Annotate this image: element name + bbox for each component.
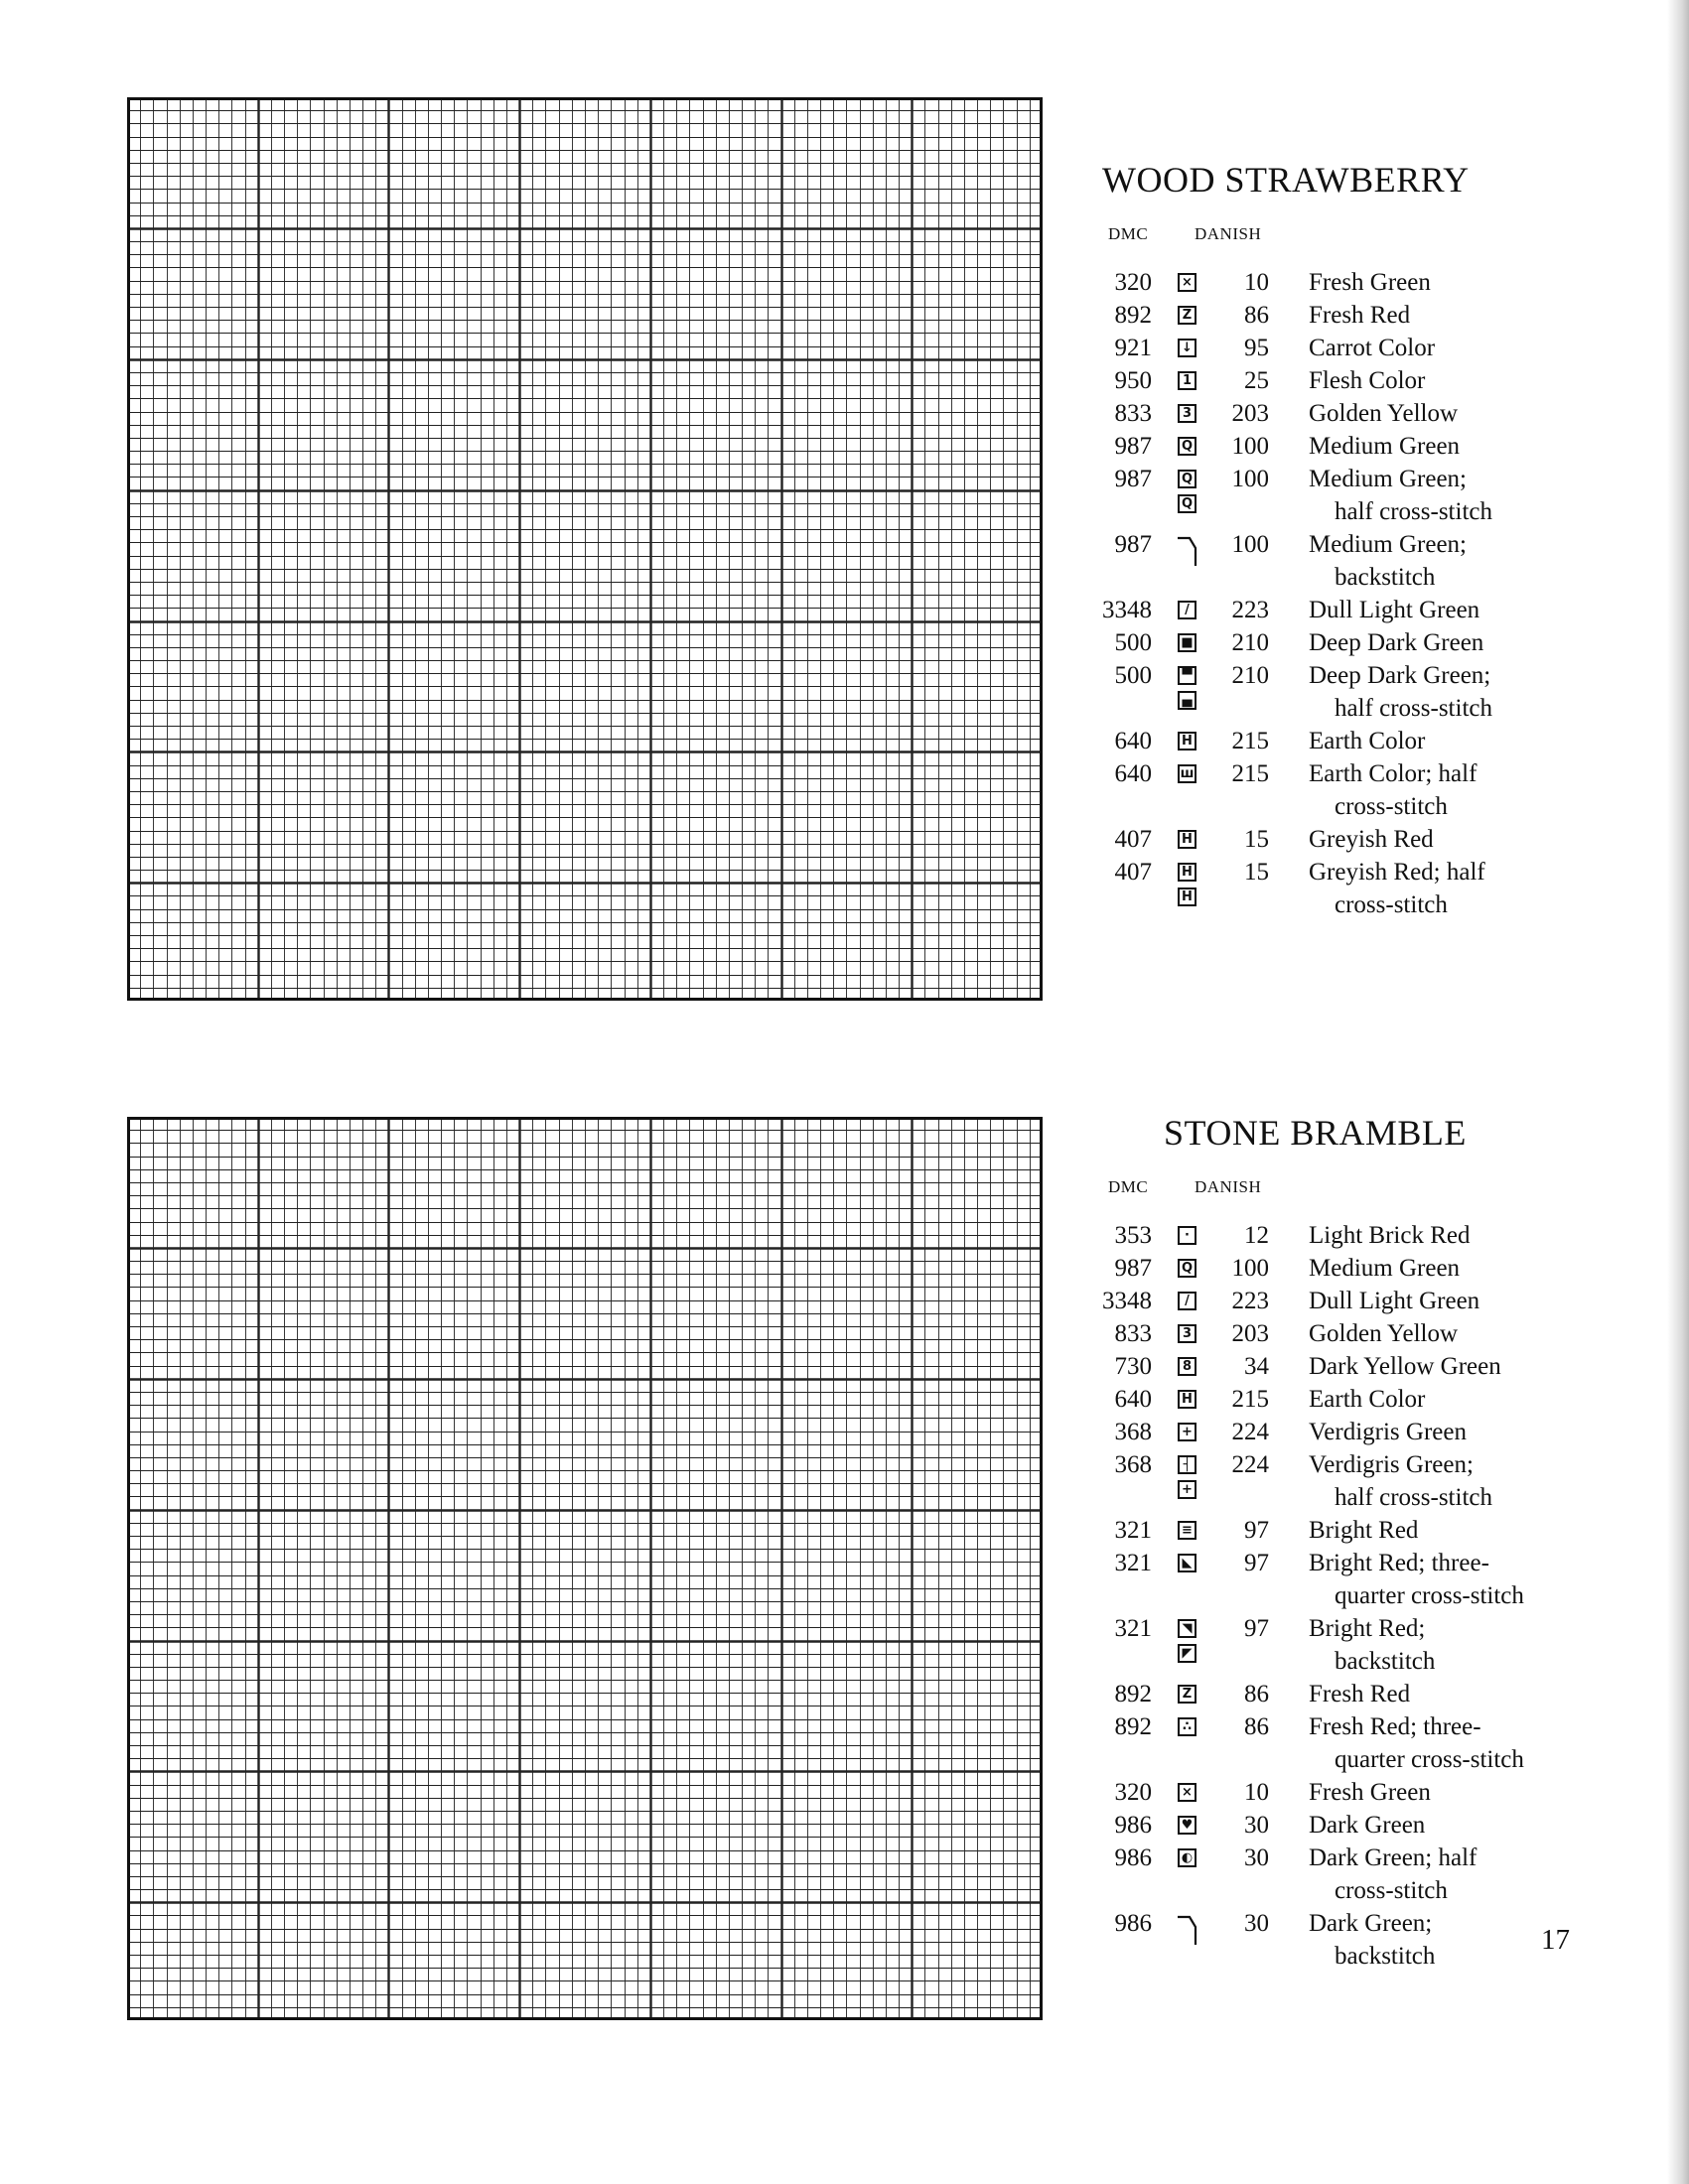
color-name: [1309, 1842, 1477, 1907]
stitch-symbol: ♥: [1178, 1816, 1196, 1835]
color-name: [1309, 1383, 1425, 1416]
stitch-symbol: 3: [1178, 1324, 1196, 1343]
dmc-number: 640: [1114, 1386, 1152, 1413]
color-name-line: Medium Green;: [1309, 531, 1467, 558]
danish-number: 86: [1244, 302, 1269, 329]
stone-bramble-grid: [127, 1117, 1043, 2020]
danish-number: 203: [1231, 1320, 1269, 1347]
stitch-symbol: H: [1178, 830, 1196, 849]
page-number: 17: [1541, 1924, 1570, 1956]
color-name: [1309, 1809, 1425, 1842]
color-name: [1309, 626, 1483, 659]
stitch-symbol: ▀: [1178, 666, 1196, 685]
color-name: [1309, 757, 1477, 823]
color-name-line: Carrot Color: [1309, 335, 1436, 361]
legend-row: [1092, 1809, 1569, 1842]
stitch-symbol: +: [1178, 1423, 1196, 1441]
color-name: [1309, 823, 1434, 856]
color-name-line: Dark Green: [1309, 1812, 1426, 1839]
color-name: [1309, 594, 1479, 626]
danish-number: 100: [1231, 433, 1269, 460]
dmc-number: 892: [1114, 302, 1152, 329]
color-name-line: Medium Green: [1309, 433, 1461, 460]
legend-row: [1092, 1383, 1569, 1416]
dmc-number: 892: [1114, 1681, 1152, 1707]
stitch-symbol: ·: [1178, 1226, 1196, 1245]
color-name-line: Greyish Red: [1309, 826, 1434, 853]
dmc-number: 3348: [1102, 1288, 1152, 1314]
color-name-line: Golden Yellow: [1309, 400, 1459, 427]
color-name: [1309, 1350, 1501, 1383]
danish-number: 223: [1231, 1288, 1269, 1314]
color-name: [1309, 364, 1425, 397]
color-name-line: Fresh Green: [1309, 1779, 1431, 1806]
dmc-header: DMC: [1108, 224, 1149, 243]
danish-number: 224: [1231, 1451, 1269, 1478]
stitch-symbol-half: +: [1178, 1480, 1196, 1499]
danish-number: 97: [1244, 1517, 1269, 1544]
danish-number: 100: [1231, 531, 1269, 558]
color-name: [1309, 1710, 1524, 1776]
color-name-line: Bright Red;: [1309, 1615, 1426, 1642]
legend-rows: [1092, 1219, 1569, 1973]
color-name-line: Fresh Red: [1309, 1681, 1411, 1707]
stone-bramble-chart: [127, 1117, 1043, 2020]
dmc-number: 987: [1114, 1255, 1152, 1282]
stitch-symbol: ×: [1178, 1783, 1196, 1802]
dmc-number: 987: [1114, 531, 1152, 558]
dmc-number: 833: [1114, 1320, 1152, 1347]
danish-number: 25: [1244, 367, 1269, 394]
legend-row: [1092, 1252, 1569, 1285]
legend-row: [1092, 1612, 1569, 1678]
color-name-line: Fresh Red; three-: [1309, 1713, 1481, 1740]
color-name-line: Deep Dark Green: [1309, 629, 1484, 656]
stitch-symbol: ◥: [1178, 1619, 1196, 1638]
danish-number: 15: [1244, 826, 1269, 853]
dmc-number: 986: [1114, 1844, 1152, 1871]
color-name: [1309, 266, 1431, 299]
color-name-line: Earth Color: [1309, 1386, 1426, 1413]
color-name: [1309, 1285, 1479, 1317]
legend-title: WOOD STRAWBERRY: [1102, 160, 1470, 200]
legend-row: [1092, 856, 1569, 921]
color-name: [1309, 1448, 1492, 1514]
legend-row: [1092, 430, 1569, 463]
legend-row: [1092, 266, 1569, 299]
dmc-number: 368: [1114, 1419, 1152, 1445]
dmc-number: 986: [1114, 1910, 1152, 1937]
stitch-symbol-half: Q: [1178, 494, 1196, 513]
color-name: [1309, 1678, 1410, 1710]
dmc-number: 407: [1114, 826, 1152, 853]
legend-row: [1092, 1219, 1569, 1252]
color-name: [1309, 856, 1485, 921]
legend-row: [1092, 1842, 1569, 1907]
page-edge: [1667, 0, 1689, 2184]
dmc-number: 950: [1114, 367, 1152, 394]
color-name: [1309, 1776, 1431, 1809]
danish-number: 30: [1244, 1910, 1269, 1937]
color-name-line: Deep Dark Green;: [1309, 662, 1491, 689]
legend-row: [1092, 528, 1569, 594]
color-name: [1309, 430, 1460, 463]
color-name: [1309, 1547, 1524, 1612]
color-name: [1309, 332, 1435, 364]
danish-number: 34: [1244, 1353, 1269, 1380]
danish-number: 30: [1244, 1844, 1269, 1871]
danish-number: 100: [1231, 466, 1269, 492]
color-name-continuation: backstitch: [1335, 564, 1436, 591]
stone-bramble-legend: [1092, 1112, 1569, 1973]
dmc-number: 986: [1114, 1812, 1152, 1839]
color-name-line: Earth Color; half: [1309, 760, 1478, 787]
stitch-symbol: H: [1178, 1390, 1196, 1409]
legend-row: [1092, 299, 1569, 332]
color-name-line: Greyish Red; half: [1309, 859, 1485, 886]
color-name-line: Dark Green; half: [1309, 1844, 1478, 1871]
color-name: [1309, 1252, 1460, 1285]
color-name: [1309, 299, 1410, 332]
legend-row: [1092, 364, 1569, 397]
color-name-line: Medium Green;: [1309, 466, 1467, 492]
danish-header: DANISH: [1195, 1177, 1262, 1196]
danish-number: 12: [1244, 1222, 1269, 1249]
color-name-line: Medium Green: [1309, 1255, 1461, 1282]
stitch-symbol: ◐: [1178, 1848, 1196, 1867]
legend-header: [1092, 1177, 1569, 1207]
dmc-number: 321: [1114, 1550, 1152, 1576]
color-name-line: Golden Yellow: [1309, 1320, 1459, 1347]
legend-row: [1092, 659, 1569, 725]
stitch-symbol: /: [1178, 1292, 1196, 1310]
legend-row: [1092, 1710, 1569, 1776]
danish-number: 210: [1231, 629, 1269, 656]
danish-number: 97: [1244, 1615, 1269, 1642]
color-name: [1309, 397, 1458, 430]
stitch-symbol: ∴: [1178, 1717, 1196, 1736]
color-name-continuation: half cross-stitch: [1335, 1484, 1492, 1511]
dmc-number: 320: [1114, 1779, 1152, 1806]
stitch-symbol-half: H: [1178, 887, 1196, 906]
color-name: [1309, 1612, 1435, 1678]
legend-row: [1092, 1448, 1569, 1514]
stitch-symbol: Q: [1178, 437, 1196, 456]
color-name: [1309, 1416, 1467, 1448]
legend-header: [1092, 224, 1569, 254]
color-name-continuation: quarter cross-stitch: [1335, 1582, 1524, 1609]
color-name-continuation: backstitch: [1335, 1648, 1436, 1675]
stitch-symbol: H: [1178, 863, 1196, 882]
dmc-number: 892: [1114, 1713, 1152, 1740]
dmc-number: 3348: [1102, 597, 1152, 623]
color-name: [1309, 1907, 1435, 1973]
danish-header: DANISH: [1195, 224, 1262, 243]
color-name-line: Verdigris Green;: [1309, 1451, 1474, 1478]
color-name: [1309, 528, 1467, 594]
stitch-symbol: ↓: [1178, 339, 1196, 357]
legend-row: [1092, 757, 1569, 823]
color-name: [1309, 659, 1492, 725]
color-name: [1309, 1317, 1458, 1350]
stitch-symbol: ┤: [1178, 1455, 1196, 1474]
color-name-line: Light Brick Red: [1309, 1222, 1471, 1249]
stitch-symbol: ≡: [1178, 1521, 1196, 1540]
color-name-line: Fresh Green: [1309, 269, 1431, 296]
dmc-header: DMC: [1108, 1177, 1149, 1196]
color-name-line: Dark Green;: [1309, 1910, 1433, 1937]
danish-number: 97: [1244, 1550, 1269, 1576]
stitch-symbol: ×: [1178, 273, 1196, 292]
legend-row: [1092, 1350, 1569, 1383]
dmc-number: 500: [1114, 629, 1152, 656]
danish-number: 10: [1244, 1779, 1269, 1806]
legend-row: [1092, 463, 1569, 528]
danish-number: 10: [1244, 269, 1269, 296]
dmc-number: 321: [1114, 1517, 1152, 1544]
color-name-line: Flesh Color: [1309, 367, 1426, 394]
color-name-continuation: cross-stitch: [1335, 891, 1448, 918]
stitch-symbol: ■: [1178, 633, 1196, 652]
dmc-number: 500: [1114, 662, 1152, 689]
wood-strawberry-legend: [1092, 159, 1569, 921]
legend-row: [1092, 332, 1569, 364]
danish-number: 30: [1244, 1812, 1269, 1839]
stitch-symbol: Z: [1178, 1685, 1196, 1704]
dmc-number: 987: [1114, 466, 1152, 492]
danish-number: 95: [1244, 335, 1269, 361]
danish-number: 215: [1231, 728, 1269, 754]
dmc-number: 320: [1114, 269, 1152, 296]
color-name-continuation: half cross-stitch: [1335, 695, 1492, 722]
stitch-symbol: Q: [1178, 1259, 1196, 1278]
stitch-symbol-half: ◤: [1178, 1644, 1196, 1663]
stitch-symbol: ш: [1178, 764, 1196, 783]
legend-row: [1092, 1547, 1569, 1612]
legend-row: [1092, 725, 1569, 757]
color-name-line: Bright Red: [1309, 1517, 1419, 1544]
stitch-symbol: 3: [1178, 404, 1196, 423]
wood-strawberry-grid: [127, 97, 1043, 1001]
danish-number: 86: [1244, 1681, 1269, 1707]
dmc-number: 921: [1114, 335, 1152, 361]
legend-row: [1092, 823, 1569, 856]
danish-number: 203: [1231, 400, 1269, 427]
color-name-continuation: cross-stitch: [1335, 1877, 1448, 1904]
stitch-symbol: Z: [1178, 306, 1196, 325]
color-name-line: Earth Color: [1309, 728, 1426, 754]
color-name-line: Dark Yellow Green: [1309, 1353, 1501, 1380]
stitch-symbol: /: [1178, 601, 1196, 619]
color-name-continuation: quarter cross-stitch: [1335, 1746, 1524, 1773]
legend-rows: [1092, 266, 1569, 921]
legend-row: [1092, 1416, 1569, 1448]
color-name-line: Dull Light Green: [1309, 597, 1480, 623]
color-name-line: Fresh Red: [1309, 302, 1411, 329]
stitch-symbol: ◣: [1178, 1554, 1196, 1572]
danish-number: 223: [1231, 597, 1269, 623]
stitch-symbol: H: [1178, 732, 1196, 751]
dmc-number: 321: [1114, 1615, 1152, 1642]
legend-row: [1092, 1776, 1569, 1809]
dmc-number: 368: [1114, 1451, 1152, 1478]
color-name-line: Verdigris Green: [1309, 1419, 1467, 1445]
stitch-symbol: 8: [1178, 1357, 1196, 1376]
danish-number: 15: [1244, 859, 1269, 886]
wood-strawberry-chart: [127, 97, 1043, 1001]
color-name: [1309, 463, 1492, 528]
stitch-symbol-half: ▄: [1178, 691, 1196, 710]
color-name-continuation: cross-stitch: [1335, 793, 1448, 820]
dmc-number: 640: [1114, 728, 1152, 754]
color-name-line: Dull Light Green: [1309, 1288, 1480, 1314]
legend-row: [1092, 1907, 1569, 1973]
dmc-number: 353: [1114, 1222, 1152, 1249]
dmc-number: 833: [1114, 400, 1152, 427]
legend-row: [1092, 1514, 1569, 1547]
legend-row: [1092, 626, 1569, 659]
dmc-number: 987: [1114, 433, 1152, 460]
danish-number: 210: [1231, 662, 1269, 689]
legend-row: [1092, 594, 1569, 626]
color-name-line: Bright Red; three-: [1309, 1550, 1489, 1576]
color-name: [1309, 1514, 1418, 1547]
stitch-symbol: 1: [1178, 371, 1196, 390]
legend-title: STONE BRAMBLE: [1164, 1113, 1467, 1153]
legend-row: [1092, 1285, 1569, 1317]
legend-row: [1092, 1317, 1569, 1350]
dmc-number: 407: [1114, 859, 1152, 886]
danish-number: 86: [1244, 1713, 1269, 1740]
color-name: [1309, 725, 1425, 757]
color-name-continuation: half cross-stitch: [1335, 498, 1492, 525]
dmc-number: 640: [1114, 760, 1152, 787]
danish-number: 215: [1231, 760, 1269, 787]
stitch-symbol: Q: [1178, 470, 1196, 488]
color-name: [1309, 1219, 1470, 1252]
dmc-number: 730: [1114, 1353, 1152, 1380]
danish-number: 224: [1231, 1419, 1269, 1445]
danish-number: 215: [1231, 1386, 1269, 1413]
legend-row: [1092, 1678, 1569, 1710]
color-name-continuation: backstitch: [1335, 1943, 1436, 1970]
danish-number: 100: [1231, 1255, 1269, 1282]
legend-row: [1092, 397, 1569, 430]
